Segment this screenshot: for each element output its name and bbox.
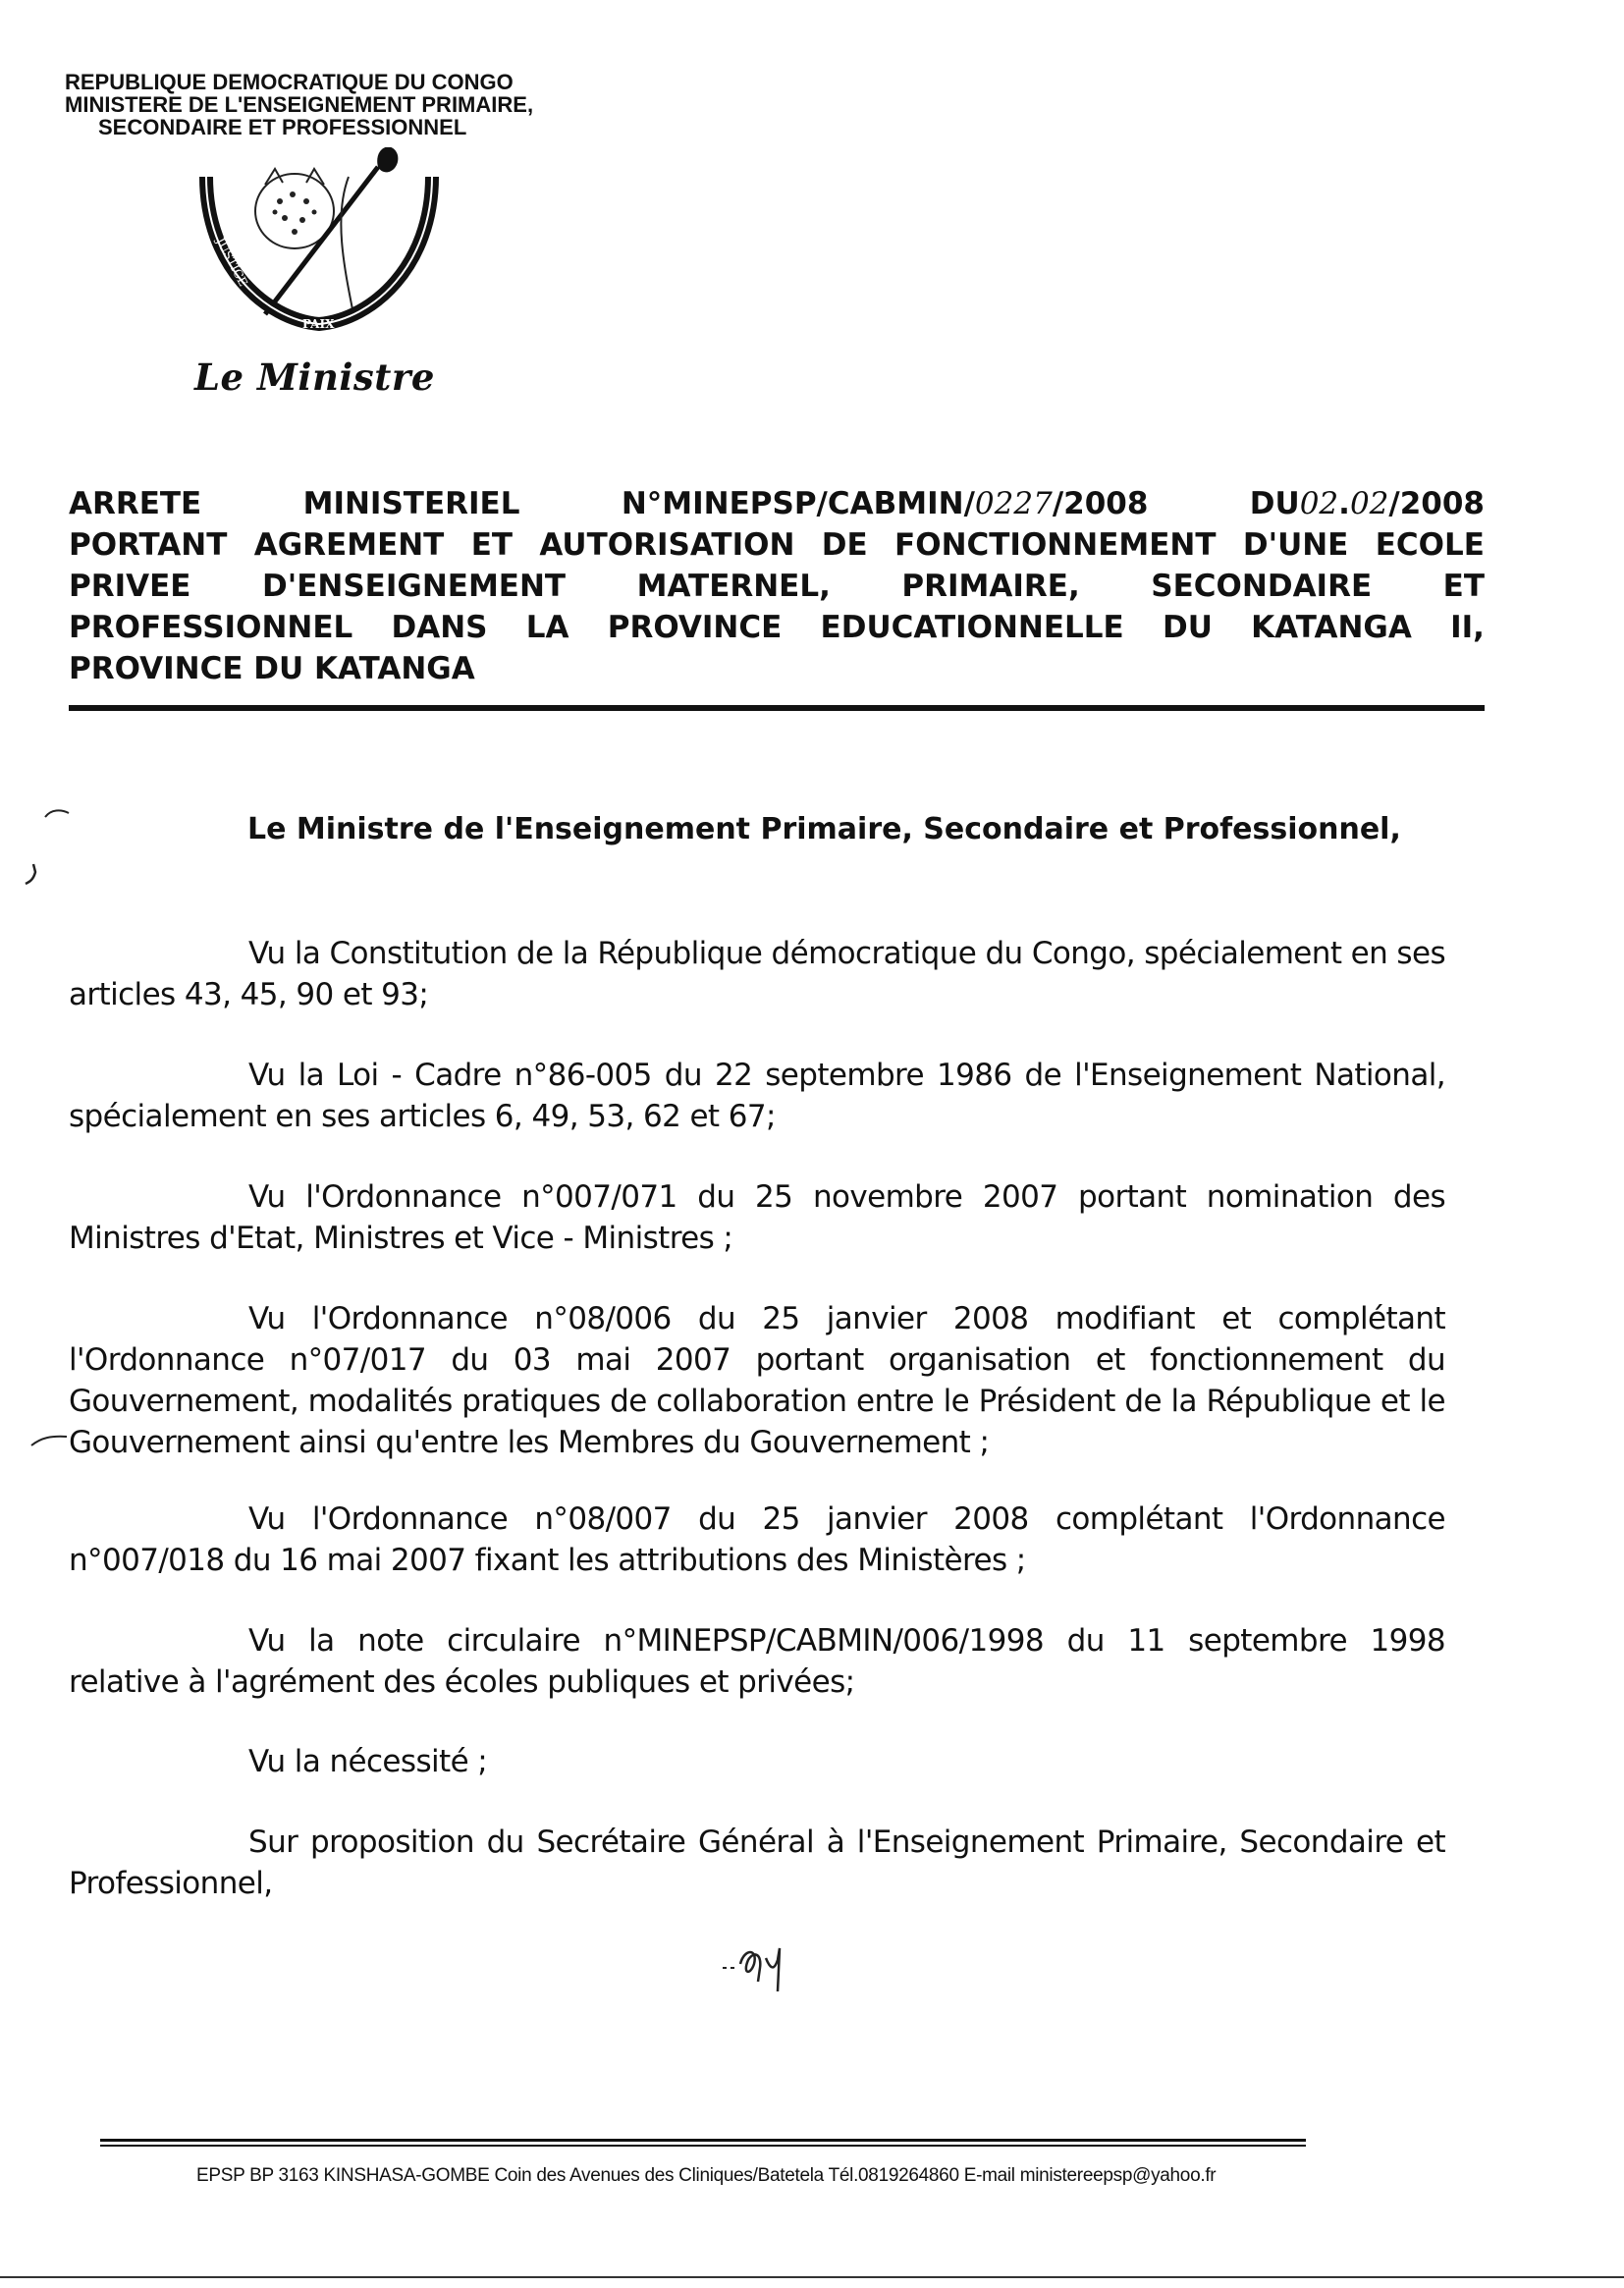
paragraph-necessite: Vu la nécessité ;	[248, 1744, 488, 1779]
page-edge-rule	[0, 2276, 1624, 2278]
handwritten-number: 0227	[974, 486, 1053, 521]
decree-title	[69, 483, 1485, 689]
decree-number: N°MINEPSP/CABMIN/0227/2008	[621, 486, 1149, 521]
title-word: SECONDAIRE	[1151, 569, 1373, 604]
paragraph-note-circulaire: Vu la note circulaire n°MINEPSP/CABMIN/006/1998 du 11 septembre 1998 relative à l'agrément des écoles publiques et privées;	[69, 1623, 1445, 1700]
title-word: PROVINCE	[607, 610, 783, 645]
title-line-2	[69, 524, 1485, 566]
title-word: DU	[1162, 610, 1213, 645]
motto-left: JUSTICE	[213, 235, 250, 289]
title-word: ARRETE	[69, 486, 202, 521]
handwritten-month: 02	[1349, 486, 1389, 521]
footer-rule	[100, 2145, 1306, 2147]
title-word: ET	[470, 527, 514, 563]
title-line-4	[69, 607, 1485, 648]
paragraph-loi-cadre: Vu la Loi - Cadre n°86-005 du 22 septembre 1986 de l'Enseignement National, spécialement en ses articles 6, 49, 53, 62 et 67;	[69, 1058, 1445, 1134]
margin-mark-icon	[43, 807, 71, 819]
decree-date: DU02.02/2008	[1249, 486, 1485, 521]
title-word: II,	[1450, 610, 1485, 645]
letterhead-country: REPUBLIQUE DEMOCRATIQUE DU CONGO	[65, 70, 514, 94]
paragraph-ordonnance-071: Vu l'Ordonnance n°007/071 du 25 novembre 2007 portant nomination des Ministres d'Etat, Ministres et Vice - Ministres ;	[69, 1179, 1445, 1256]
title-line-5: PROVINCE DU KATANGA	[69, 651, 475, 686]
letterhead-ministry: MINISTERE DE L'ENSEIGNEMENT PRIMAIRE,	[65, 92, 534, 117]
title-word: DE	[821, 527, 868, 563]
coat-of-arms-icon	[177, 147, 461, 344]
title-line-3	[69, 566, 1485, 607]
motto-right: TRAVAIL	[395, 163, 433, 218]
handwritten-initials-icon	[719, 1934, 807, 2003]
title-word: FONCTIONNEMENT	[894, 527, 1217, 563]
minister-signature-title: Le Ministre	[194, 355, 435, 399]
paragraph-constitution: Vu la Constitution de la République démocratique du Congo, spécialement en ses articles 43, 45, 90 et 93;	[69, 936, 1445, 1012]
footer-rule	[100, 2139, 1306, 2142]
title-word: D'UNE	[1242, 527, 1349, 563]
title-word: AGREMENT	[253, 527, 445, 563]
title-word: PRIVEE	[69, 569, 191, 604]
title-word: MATERNEL,	[636, 569, 831, 604]
footer-address: EPSP BP 3163 KINSHASA-GOMBE Coin des Avenues des Cliniques/Batetela Tél.0819264860 E-mail ministereepsp@yahoo.fr	[196, 2165, 1217, 2186]
title-word: PROFESSIONNEL	[69, 610, 353, 645]
paragraph-ordonnance-007: Vu l'Ordonnance n°08/007 du 25 janvier 2008 complétant l'Ordonnance n°007/018 du 16 mai 2007 fixant les attributions des Ministères ;	[69, 1501, 1445, 1578]
title-word: KATANGA	[1251, 610, 1412, 645]
paragraph-ordonnance-006: Vu l'Ordonnance n°08/006 du 25 janvier 2008 modifiant et complétant l'Ordonnance n°07/017 du 03 mai 2007 portant organisation et fonctionnement du Gouvernement, modalités pratiques de collaboration entre le Président de la République et le Gouvernement ainsi qu'entre les Membres du Gouvernement ;	[69, 1301, 1445, 1460]
margin-mark-icon	[24, 862, 39, 886]
title-word: PORTANT	[69, 527, 228, 563]
letterhead	[65, 71, 654, 138]
title-word: DANS	[391, 610, 488, 645]
margin-mark-icon	[29, 1434, 69, 1447]
title-word: MINISTERIEL	[302, 486, 520, 521]
title-word: EDUCATIONNELLE	[820, 610, 1124, 645]
title-line-1	[69, 483, 1485, 524]
title-word: LA	[525, 610, 569, 645]
title-divider	[69, 705, 1485, 711]
title-word: ECOLE	[1375, 527, 1485, 563]
minister-heading: Le Ministre de l'Enseignement Primaire, Secondaire et Professionnel,	[247, 812, 1401, 846]
title-word: AUTORISATION	[539, 527, 795, 563]
handwritten-day: 02	[1299, 486, 1339, 521]
title-word: D'ENSEIGNEMENT	[262, 569, 567, 604]
title-word: ET	[1442, 569, 1485, 604]
title-word: PRIMAIRE,	[901, 569, 1080, 604]
motto-bottom: PAIX	[302, 317, 335, 331]
letterhead-ministry-cont: SECONDAIRE ET PROFESSIONNEL	[98, 115, 467, 139]
paragraph-proposition: Sur proposition du Secrétaire Général à l'Enseignement Primaire, Secondaire et Professionnel,	[69, 1825, 1445, 1901]
